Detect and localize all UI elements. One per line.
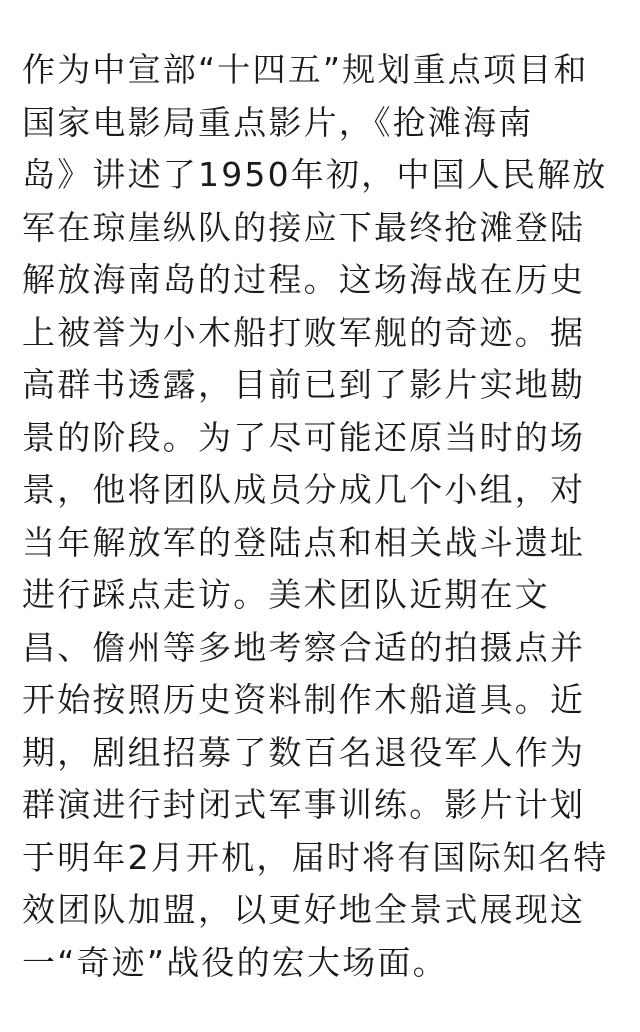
article-line-12: 昌、儋州等多地考察合适的拍摄点并 — [22, 627, 586, 667]
article-line-5: 解放海南岛的过程。这场海战在历史 — [22, 260, 586, 299]
article-line-14: 期，剧组招募了数百名退役军人作为 — [22, 732, 586, 772]
article-line-15: 群演进行封闭式军事训练。影片计划 — [22, 785, 586, 824]
article-line-7: 高群书透露，目前已到了影片实地勘 — [22, 365, 586, 404]
article-line-1: 作为中宣部“十四五”规划重点项目和 — [22, 50, 589, 89]
article-line-8: 景的阶段。为了尽可能还原当时的场 — [22, 417, 586, 457]
article-line-4: 军在琼崖纵队的接应下最终抢滩登陆 — [22, 207, 586, 247]
article-line-11: 进行踩点走访。美术团队近期在文 — [22, 575, 550, 614]
article-line-9: 景，他将团队成员分成几个小组，对 — [22, 470, 586, 509]
article-line-3: 岛》讲述了1950年初，中国人民解放 — [22, 155, 608, 194]
article-line-6: 上被誉为小木船打败军舰的奇迹。据 — [22, 312, 586, 352]
article-line-13: 开始按照历史资料制作木船道具。近 — [22, 680, 586, 719]
article-line-16: 于明年2月开机，届时将有国际知名特 — [22, 837, 609, 877]
article-line-10: 当年解放军的登陆点和相关战斗遗址 — [22, 522, 586, 562]
article-line-2: 国家电影局重点影片，《抢滩海南 — [22, 102, 534, 142]
article-line-18: 一“奇迹”战役的宏大场面。 — [22, 942, 448, 982]
article-line-17: 效团队加盟，以更好地全景式展现这 — [22, 890, 586, 929]
